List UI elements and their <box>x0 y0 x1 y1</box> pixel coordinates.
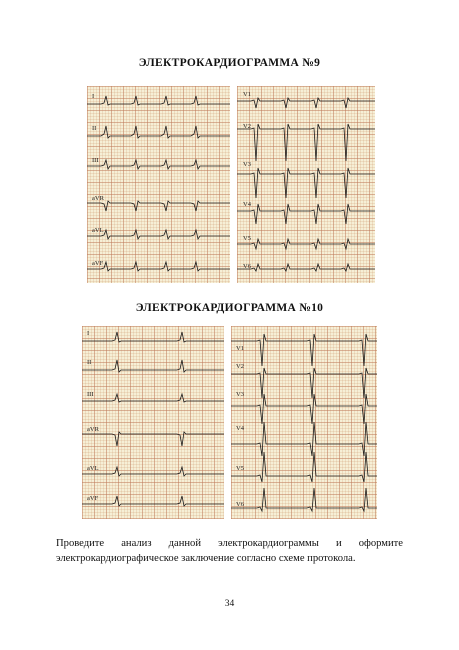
ecg9-trace-V2 <box>237 124 375 161</box>
ecg10-title: ЭЛЕКТРОКАРДИОГРАММА №10 <box>135 302 324 314</box>
ecg9-trace-II <box>87 126 230 138</box>
ecg10-lead-label: V1 <box>236 345 244 352</box>
ecg9-limb-traces <box>87 86 230 283</box>
ecg9-trace-III <box>87 157 230 169</box>
ecg9-lead-label: V2 <box>243 123 251 130</box>
ecg10-lead-label: III <box>87 391 94 398</box>
ecg9-title: ЭЛЕКТРОКАРДИОГРАММА №9 <box>138 57 321 69</box>
ecg9-lead-label: aVF <box>92 260 104 267</box>
page-number: 34 <box>224 599 235 609</box>
ecg9-lead-label: I <box>92 93 95 100</box>
ecg10-trace-V3 <box>231 391 377 424</box>
ecg10-limb-panel <box>82 326 224 519</box>
ecg9-trace-V1 <box>237 98 375 108</box>
ecg10-lead-label: aVR <box>87 426 99 433</box>
ecg9-trace-V5 <box>237 239 375 249</box>
ecg9-limb-panel <box>87 86 230 283</box>
ecg10-trace-aVF <box>82 496 224 506</box>
ecg9-chest-panel <box>237 86 375 283</box>
ecg10-chest-panel <box>231 326 377 519</box>
ecg10-limb-traces <box>82 326 224 519</box>
ecg10-trace-I <box>82 332 224 342</box>
ecg9-lead-label: II <box>92 125 97 132</box>
ecg10-trace-II <box>82 360 224 372</box>
ecg9-trace-V6 <box>237 264 375 271</box>
ecg10-lead-label: II <box>87 359 92 366</box>
ecg9-trace-V4 <box>237 201 375 224</box>
ecg10-lead-label: V2 <box>236 363 244 370</box>
ecg9-lead-label: V5 <box>243 235 251 242</box>
instruction-paragraph: Проведите анализ данной электрокардиограммы и оформите электрокардиографическое заключение согласно схеме протокола. <box>56 538 403 564</box>
ecg10-lead-label: aVL <box>87 465 99 472</box>
ecg10-trace-V1 <box>231 334 377 366</box>
ecg10-trace-V4 <box>231 422 377 456</box>
ecg9-trace-V3 <box>237 168 375 198</box>
ecg10-lead-label: V4 <box>236 425 244 432</box>
ecg10-trace-III <box>82 391 224 402</box>
ecg10-chest-traces <box>231 326 377 519</box>
ecg9-lead-label: V4 <box>243 201 251 208</box>
ecg10-trace-V2 <box>231 368 377 398</box>
ecg10-trace-V6 <box>231 488 377 511</box>
ecg10-lead-label: V6 <box>236 501 244 508</box>
ecg9-lead-label: V6 <box>243 263 251 270</box>
ecg9-lead-label: V3 <box>243 161 251 168</box>
ecg9-lead-label: aVL <box>92 227 104 234</box>
ecg10-lead-label: I <box>87 330 90 337</box>
ecg9-lead-label: V1 <box>243 91 251 98</box>
ecg9-trace-aVF <box>87 262 230 271</box>
ecg9-trace-aVL <box>87 227 230 239</box>
ecg9-lead-label: aVR <box>92 195 104 202</box>
ecg10-trace-aVL <box>82 467 224 476</box>
ecg9-trace-I <box>87 93 230 105</box>
ecg10-trace-aVR <box>82 432 224 446</box>
ecg9-chest-traces <box>237 86 375 283</box>
ecg9-trace-aVR <box>87 201 230 211</box>
ecg9-lead-label: III <box>92 157 99 164</box>
ecg10-lead-label: aVF <box>87 495 99 502</box>
ecg10-lead-label: V5 <box>236 465 244 472</box>
ecg10-trace-V5 <box>231 452 377 482</box>
ecg10-lead-label: V3 <box>236 391 244 398</box>
